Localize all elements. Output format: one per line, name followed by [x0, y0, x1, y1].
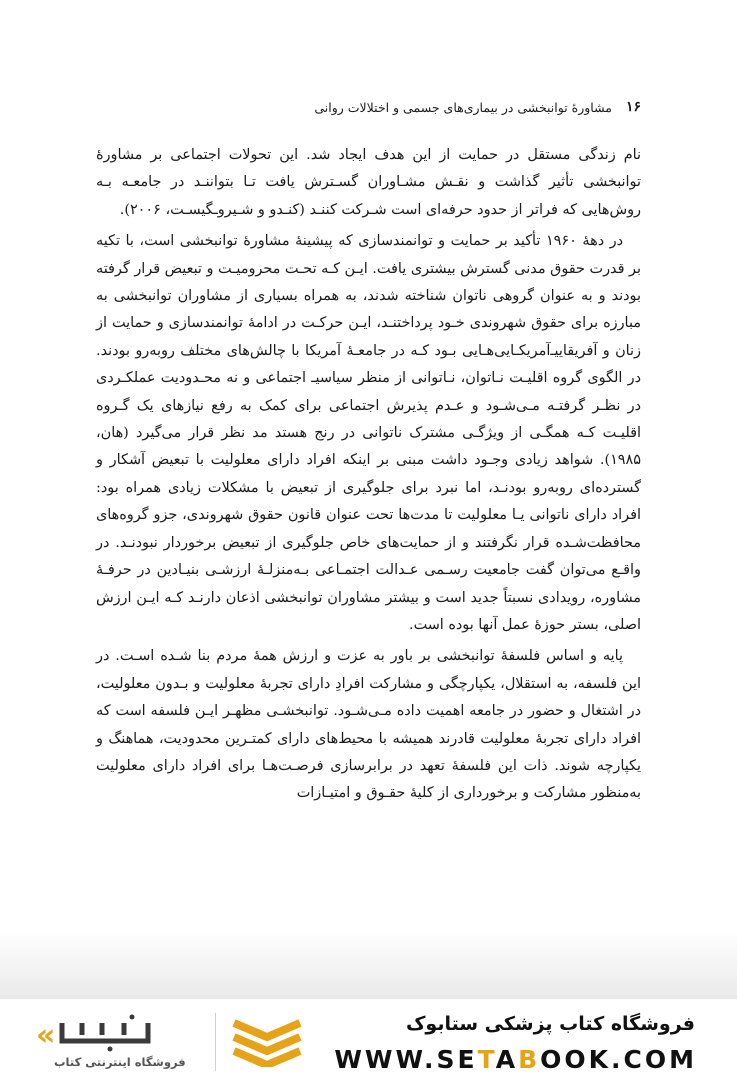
store-url-link[interactable] [334, 1045, 697, 1074]
paragraph-2: در دههٔ ۱۹۶۰ تأکید بر حمایت و توانمندسازی که پیشینهٔ مشاورهٔ توانبخشی است، با تکیه بر قدرت حقوق مدنی گسترش بیشتری یافت. ایـن کـه تحـت محرومیـت و تبعیض قرار گرفته بودند و به عنوان گروهی ناتوان شناخته شدند، به همراه بسیاری از مشاوران توانبخشی به مبارزه برای حقوق شهروندی خـود پرداختنـد، ایـن حرکـت در ادامهٔ توانمندسازی و حمایت از زنان و آفریقاییـ‌آمریکـایی‌هـایی بـود کـه در جامعـهٔ آمریکا با چالش‌های مختلف روبه‌رو بودند. در الگوی گروه اقلیـت نـاتوان، نـاتوانی از منظر سیاسیـ اجتماعی و نه محـدودیت عملکـردی در نظـر گرفتـه مـی‌شـود و عـدم پذیرش اجتماعی برای کمک به رفع نیازهای یک گـروه اقلیـت کـه همگـی از ویژگـی مشترک ناتوانی در رنج هستد مد نظر قرار می‌گیرد (هان، ۱۹۸۵). شواهد زیادی وجـود داشت مبنی بر اینکه افراد دارای معلولیت با تبعیض آشکار و گسترده‌ای روبه‌رو بودنـد، اما نبرد برای جلوگیری از تبعیض با مشکلات زیادی همراه بود: افراد دارای ناتوانی یـا معلولیت تا مدت‌ها تحت عنوان قانون حقوق شهروندی، جزو گروه‌های محافظت‌شـده قرار نگرفتند و از حمایت‌های خاص جلوگیری از تبعیض برخوردار نبودنـد. در واقـع می‌توان گفت جامعیت رسـمی عـدالت اجتمـاعی بـه‌منزلـهٔ ارزشـی بنیـادین در حرفـهٔ مشاوره، رویدادی نسبتاً جدید است و بیشتر مشاوران توانبخشی اذعان دارنـد کـه ایـن ارزش اصلی، بستر حوزهٔ عمل آنها بوده است. [96, 233, 641, 633]
paragraph-1: نام زندگی مستقل در حمایت از این هدف ایجاد شد. این تحولات اجتماعی بر مشاورهٔ توانبخشی تأثیر گذاشت و نقـش مشـاوران گسـترش یافت تـا بتواننـد در جامعـه بـه روش‌هایی که فراتر از حدود حرفه‌ای است شـرکت کننـد (کنـدو و شـیروـگیسـت، ۲۰۰۶). [96, 147, 641, 218]
url-accent-letter: B [518, 1045, 541, 1074]
store-name: فروشگاه کتاب پزشکی ستابوک [405, 1013, 695, 1035]
logo-divider [215, 1013, 216, 1071]
running-title: مشاورهٔ توانبخشی در بیماری‌های جسمی و اختلالات روانی [314, 99, 612, 115]
page-bottom-fade [0, 930, 737, 1000]
paragraph-3: پایه و اساس فلسفهٔ توانبخشی بر باور به عزت و ارزش همهٔ مردم بنا شـده اسـت. در این فلسفه، به استقلال، یکپارچگی و مشارکت افرادِ دارای تجربهٔ معلولیت و بـدون معلولیت، در اشتغال و حضور در جامعه اهمیت داده مـی‌شـود. توانبخشـی مظهـر ایـن فلسفه است که افراد دارای تجربهٔ معلولیت قادرند همیشه با محیط‌های دارای کمتـرین محدودیت، هماهنگ و یکپارچه شوند. ذات این فلسفهٔ تعهد در برابرسازی فرصـت‌هـا برای افراد دارای معلولیت به‌منظور مشارکت و برخورداری از کلیهٔ حقـوق و امتیـازات [96, 648, 641, 802]
chevron-down-icon [230, 1019, 304, 1067]
setabook-logo[interactable] [30, 1013, 280, 1075]
body-text [96, 142, 641, 812]
store-footer-banner [0, 998, 737, 1081]
url-part: A [495, 1045, 519, 1074]
svg-text:«: « [36, 1018, 56, 1053]
page-number: ۱۶ [625, 99, 641, 115]
logo-tagline: فروشگاه اینترنتی کتاب [54, 1055, 186, 1069]
url-part: OOK.COM [540, 1045, 697, 1074]
url-part: WWW.SE [334, 1045, 478, 1074]
page-header [96, 94, 641, 120]
url-accent-letter: T [477, 1045, 496, 1074]
setabook-wordmark-icon [30, 1013, 180, 1053]
